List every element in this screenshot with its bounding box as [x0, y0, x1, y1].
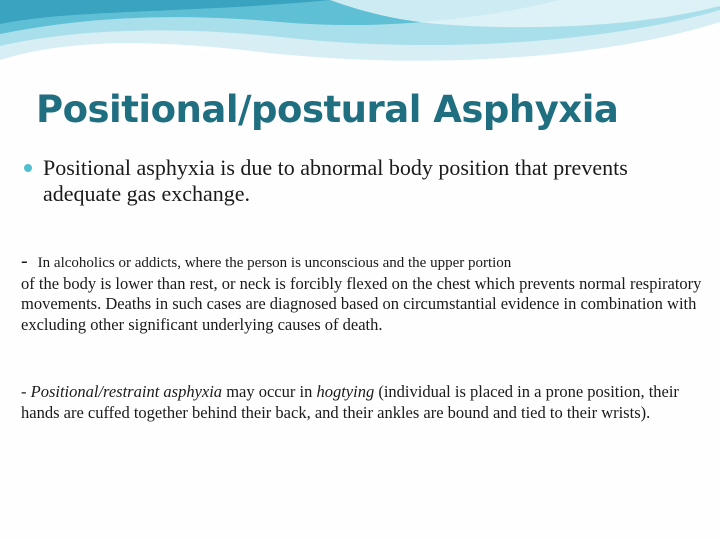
header-wave-decoration [0, 0, 720, 90]
bullet-text: Positional asphyxia is due to abnormal body position that prevents adequate gas exchange. [43, 155, 628, 206]
paragraph-first-line: In alcoholics or addicts, where the person is unconscious and the upper portion [37, 255, 512, 271]
paragraph-alcoholics [21, 251, 711, 335]
bullet-point [22, 155, 682, 207]
term-positional-restraint: Positional/restraint asphyxia [30, 382, 223, 401]
slide-title: Positional/postural Asphyxia [36, 88, 619, 131]
paragraph-dash: - [21, 250, 28, 272]
paragraph-body: of the body is lower than rest, or neck is forcibly flexed on the chest which prevents normal respiratory movements. Deaths in such cases are diagnosed based on circumstantial evidence in combination with excluding other significant underlying causes of death. [21, 273, 702, 334]
paragraph-text: may occur in [222, 382, 317, 401]
term-hogtying: hogtying [316, 382, 375, 401]
paragraph-dash: - [21, 382, 31, 401]
paragraph-text: (individual is placed in a prone position, their hands are cuffed together behind their back, and their ankles are bound and tied to their wrists). [21, 382, 679, 422]
bullet-dot-icon [24, 164, 32, 172]
paragraph-restraint [21, 382, 711, 423]
